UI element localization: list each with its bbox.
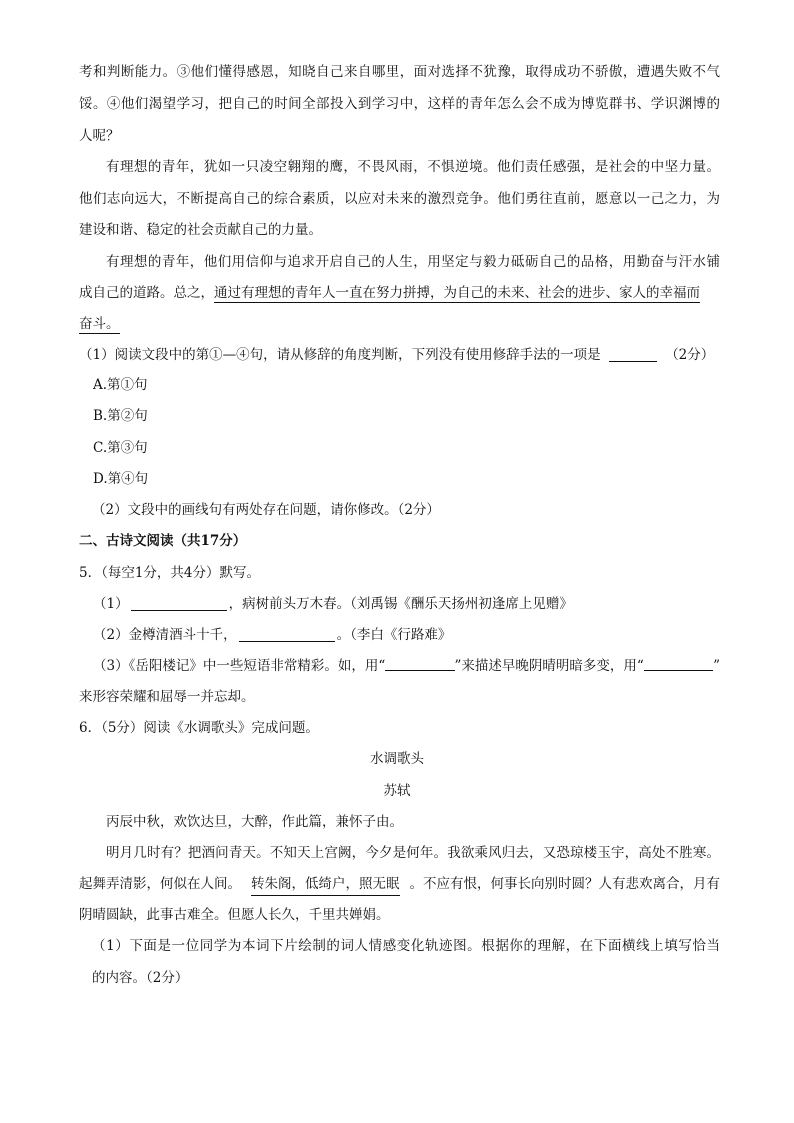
question-4-2: （2）文段中的画线句有两处存在问题，请你修改。（2分） <box>92 502 440 518</box>
poem-line: 明月几时有？把酒问青天。不知天上宫阙，今夕是何年。我欲乘风归去，又恐琼楼玉宇，高处不胜寒。 <box>106 845 720 861</box>
option-b[interactable]: B.第②句 <box>93 408 148 424</box>
question-6-1-cont: 的内容。（2分） <box>92 970 189 986</box>
poem-line <box>79 874 720 896</box>
passage-line: 人呢？ <box>79 128 120 144</box>
poem-text: 。不应有恨，何事长向别时圆？人有悲欢离合，月有 <box>409 876 720 892</box>
poem-title: 水调歌头 <box>370 751 424 767</box>
question-5-3-cont: 来形容荣耀和屈辱一并忘却。 <box>79 689 255 705</box>
answer-blank[interactable] <box>131 596 227 611</box>
item-text: ” <box>713 658 720 674</box>
item-text: （3）《岳阳楼记》中一些短语非常精彩。如，用“ <box>93 658 386 674</box>
question-4-1 <box>79 345 714 365</box>
item-text: ”来描述早晚阴晴明暗多变，用“ <box>454 658 644 674</box>
question-6-1: （1）下面是一位同学为本词下片绘制的词人情感变化轨迹图。根据你的理解，在下面横线上填写恰当 <box>92 938 720 954</box>
underlined-sentence: 奋斗。 <box>79 316 120 332</box>
underlined-sentence: 通过有理想的青年人一直在努力拼搏，为自己的未来、社会的进步、家人的幸福而 <box>214 285 700 301</box>
item-text: ，病树前头万木春。（刘禹锡《酬乐天扬州初逢席上见赠》 <box>228 596 573 612</box>
option-c[interactable]: C.第③句 <box>93 440 148 456</box>
question-5-3 <box>93 656 720 676</box>
answer-blank[interactable] <box>644 656 713 671</box>
passage-line: 有理想的青年，他们用信仰与追求开启自己的人生，用坚定与毅力砥砺自己的品格，用勤奋与汗水铺 <box>106 254 720 270</box>
passage-line: 馁。④他们渴望学习，把自己的时间全部投入到学习中，这样的青年怎么会不成为博览群书、学识渊博的 <box>79 96 720 112</box>
passage-line: 他们志向远大，不断提高自己的综合素质，以应对未来的激烈竞争。他们勇往直前，愿意以一己之力，为 <box>79 191 720 207</box>
passage-line <box>79 283 700 303</box>
passage-line: 考和判断能力。③他们懂得感恩，知晓自己来自哪里，面对选择不犹豫，取得成功不骄傲，遭遇失败不气 <box>79 64 720 80</box>
question-6-stem: 6．（5分）阅读《水调歌头》完成问题。 <box>79 720 319 736</box>
item-text: （2）金樽清酒斗十千， <box>93 627 237 643</box>
poem-author: 苏轼 <box>383 783 411 799</box>
answer-blank[interactable] <box>385 656 454 671</box>
poem-preface: 丙辰中秋，欢饮达旦，大醉，作此篇，兼怀子由。 <box>106 814 403 830</box>
underlined-poem-text: 转朱阁，低绮户，照无眠 <box>251 874 400 896</box>
item-text: 。（李白《行路难》 <box>336 627 452 643</box>
passage-text: 成自己的道路。总之， <box>79 285 214 301</box>
passage-line <box>79 314 120 334</box>
item-number: （1） <box>93 596 129 612</box>
question-score: （2分） <box>665 347 715 363</box>
section-title: 二、古诗文阅读（共17分） <box>79 533 247 549</box>
question-5-stem: 5．（每空1分，共4分）默写。 <box>79 565 261 581</box>
answer-blank[interactable] <box>609 347 657 362</box>
question-5-2 <box>93 625 451 645</box>
question-5-1 <box>93 594 573 614</box>
question-stem: （1）阅读文段中的第①—④句，请从修辞的角度判断，下列没有使用修辞手法的一项是 <box>79 347 601 363</box>
passage-line: 有理想的青年，犹如一只凌空翱翔的鹰，不畏风雨，不惧逆境。他们责任感强，是社会的中坚力量。 <box>106 159 720 175</box>
option-d[interactable]: D.第④句 <box>93 471 149 487</box>
option-a[interactable]: A.第①句 <box>93 377 148 393</box>
answer-blank[interactable] <box>239 627 335 642</box>
poem-text: 起舞弄清影，何似在人间。 <box>79 876 241 892</box>
passage-line: 建设和谐、稳定的社会贡献自己的力量。 <box>79 222 322 238</box>
poem-line: 阴晴圆缺，此事古难全。但愿人长久，千里共婵娟。 <box>79 907 390 923</box>
